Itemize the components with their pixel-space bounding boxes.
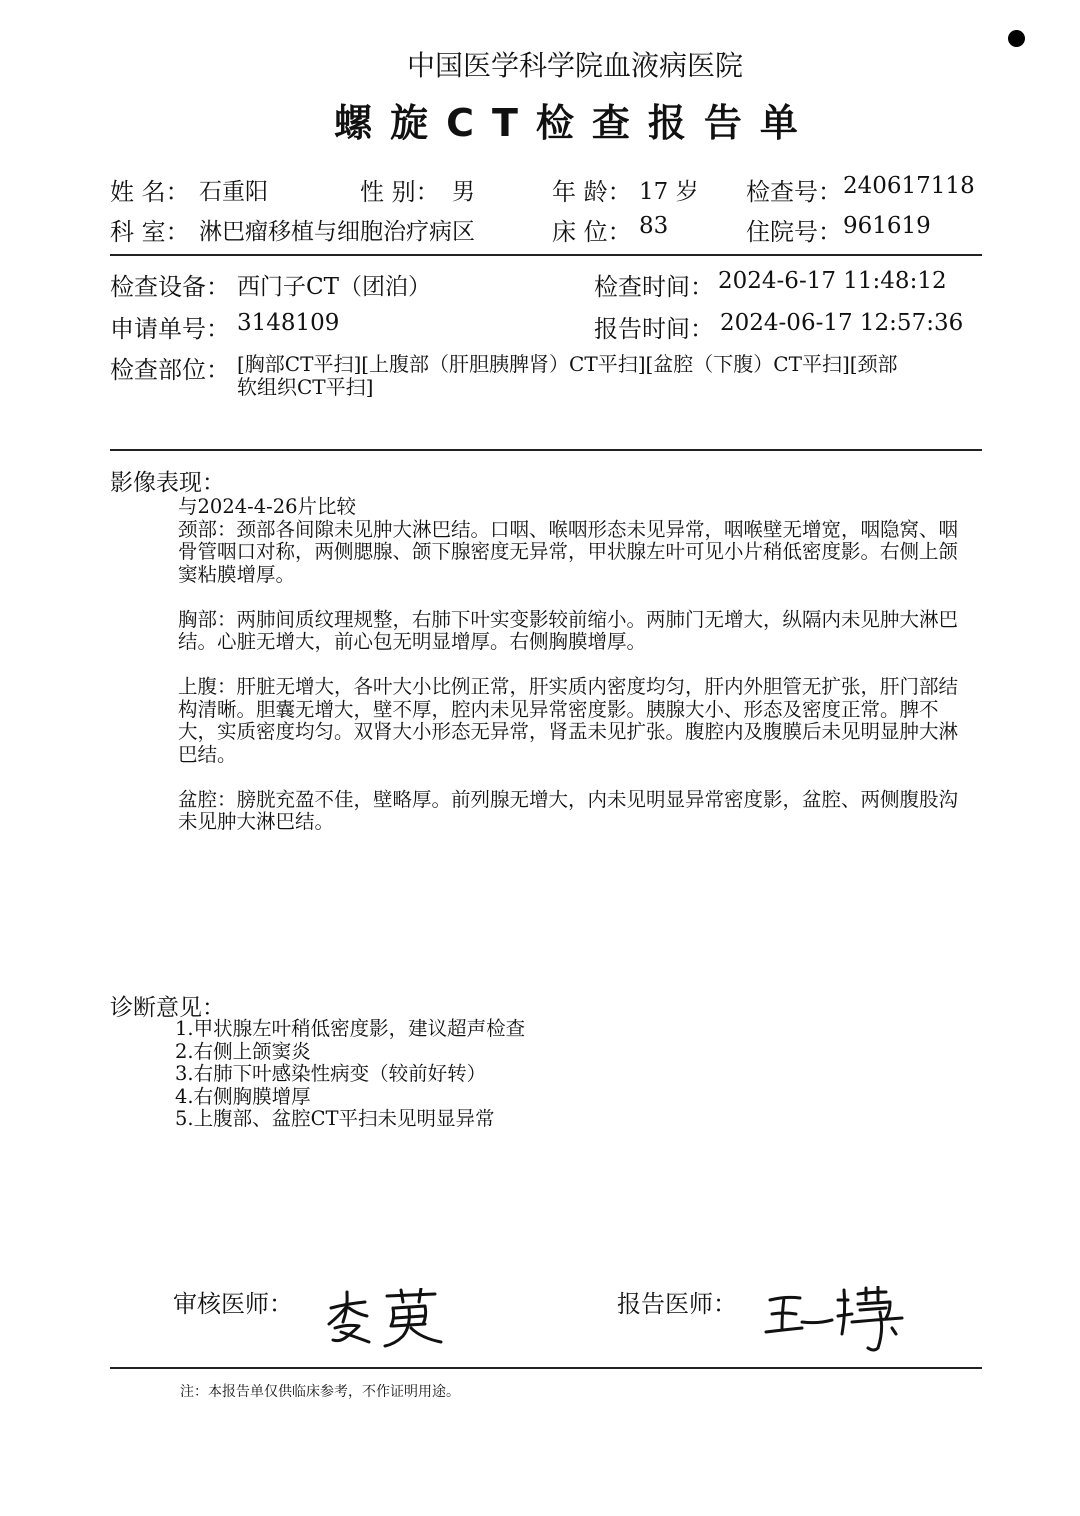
diagnosis-item: 4.右侧胸膜增厚 <box>175 1084 311 1108</box>
exam-time: 2024-6-17 11:48:12 <box>718 268 947 294</box>
department: 淋巴瘤移植与细胞治疗病区 <box>199 219 475 245</box>
report-title: 螺旋CT检查报告单 <box>334 101 816 145</box>
diagnosis-item: 5.上腹部、盆腔CT平扫未见明显异常 <box>175 1107 495 1130</box>
device-label: 检查设备： <box>110 273 230 301</box>
diagnosis-list <box>175 1018 525 1131</box>
patient-sex: 男 <box>452 179 475 205</box>
request-no-label: 申请单号： <box>110 315 230 343</box>
findings-body <box>178 496 968 856</box>
exam-no-label: 检查号： <box>746 178 842 206</box>
age-label: 年 龄： <box>552 178 632 206</box>
exam-site-line2: 软组织CT平扫] <box>237 375 374 399</box>
findings-abdomen: 上腹：肝脏无增大，各叶大小比例正常，肝实质内密度均匀，肝内外胆管无扩张，肝门部结构清晰。胆囊无增大，壁不厚，腔内未见异常密度影。胰腺大小、形态及密度正常。脾不大，实质密度均匀。双肾大小形态无异常，肾盂未见扩张。腹腔内及腹膜后未见明显肿大淋巴结。 <box>178 675 959 766</box>
bed-number: 83 <box>639 213 669 239</box>
diagnosis-item: 2.右侧上颌窦炎 <box>175 1039 311 1063</box>
patient-age: 17 岁 <box>639 179 699 205</box>
exam-site-label: 检查部位： <box>110 356 230 384</box>
divider-bottom <box>110 1367 982 1369</box>
exam-device: 西门子CT（团泊） <box>237 274 431 300</box>
hospital-name: 中国医学科学院血液病医院 <box>406 49 743 82</box>
report-time: 2024-06-17 12:57:36 <box>720 310 964 336</box>
sex-label: 性 别： <box>360 178 440 206</box>
findings-chest: 胸部：两肺间质纹理规整，右肺下叶实变影较前缩小。两肺门无增大，纵隔内未见肿大淋巴结。心脏无增大，前心包无明显增厚。右侧胸膜增厚。 <box>178 607 959 653</box>
findings-pelvis: 盆腔：膀胱充盈不佳，壁略厚。前列腺无增大，内未见明显异常密度影，盆腔、两侧腹股沟未见肿大淋巴结。 <box>178 787 959 833</box>
diagnosis-heading: 诊断意见： <box>110 995 225 1021</box>
exam-time-label: 检查时间： <box>594 273 714 301</box>
reviewer-signature <box>325 1288 450 1350</box>
findings-neck: 颈部：颈部各间隙未见肿大淋巴结。口咽、喉咽形态未见异常，咽喉壁无增宽，咽隐窝、咽骨管咽口对称，两侧腮腺、颌下腺密度无异常，甲状腺左叶可见小片稍低密度影。右侧上颌窦粘膜增厚。 <box>178 517 959 586</box>
name-label: 姓 名： <box>110 178 190 206</box>
admission-number: 961619 <box>843 213 931 239</box>
divider-findings <box>110 449 982 451</box>
exam-site-line1: [胸部CT平扫][上腹部（肝胆胰脾肾）CT平扫][盆腔（下腹）CT平扫][颈部 <box>237 352 898 376</box>
diagnosis-item: 3.右肺下叶感染性病变（较前好转） <box>175 1062 487 1085</box>
findings-comparison: 与2024-4-26片比较 <box>178 495 357 518</box>
reviewer-label: 审核医师： <box>173 1290 293 1318</box>
diagnosis-item: 1.甲状腺左叶稍低密度影，建议超声检查 <box>175 1017 526 1040</box>
exam-no: 240617118 <box>843 173 975 199</box>
reporter-signature <box>762 1286 914 1356</box>
bed-label: 床 位： <box>552 218 632 246</box>
divider-top <box>110 254 982 256</box>
reporter-label: 报告医师： <box>617 1290 737 1318</box>
request-number: 3148109 <box>237 310 340 336</box>
admission-no-label: 住院号： <box>746 218 842 246</box>
findings-heading: 影像表现： <box>110 470 225 496</box>
footer-note: 注：本报告单仅供临床参考，不作证明用途。 <box>180 1384 460 1400</box>
patient-name: 石重阳 <box>199 179 268 205</box>
dept-label: 科 室： <box>110 218 190 246</box>
report-time-label: 报告时间： <box>594 315 714 343</box>
